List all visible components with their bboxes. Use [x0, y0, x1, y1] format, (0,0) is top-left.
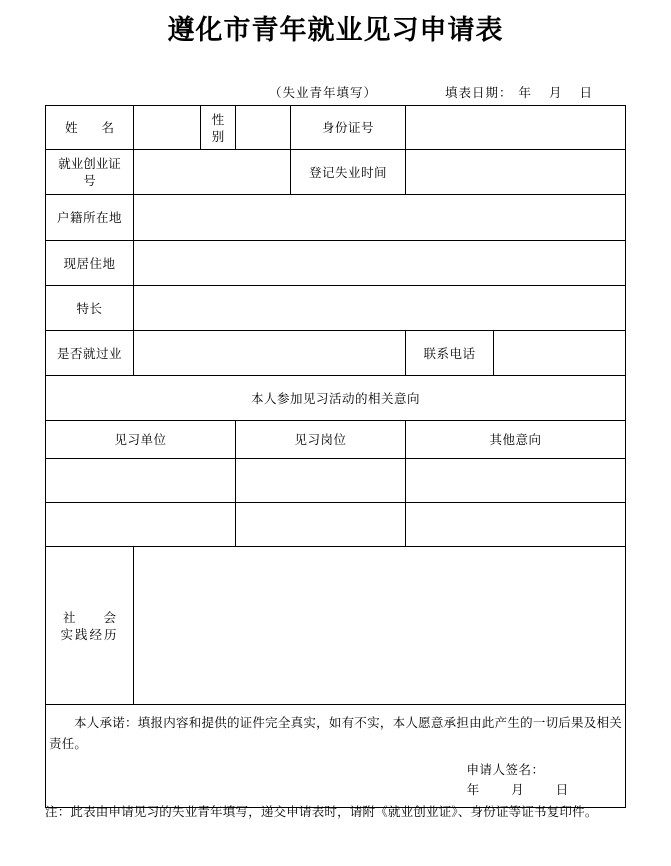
label-gender: [201, 106, 236, 150]
intent-header-company: 见习单位: [46, 421, 236, 459]
intent-field-other-1[interactable]: [406, 459, 626, 503]
table-row-social-practice: [46, 547, 626, 705]
label-employment-cert: [46, 150, 134, 195]
footnote-text: 注：此表由申请见习的失业青年填写，递交申请表时，请附《就业创业证》、身份证等证书复印件。: [45, 804, 598, 819]
label-employment-cert-line2: 号: [83, 173, 96, 188]
label-household-location: 户籍所在地: [46, 195, 134, 241]
label-current-residence: 现居住地: [46, 241, 134, 286]
signature-label: 申请人签名：: [466, 762, 545, 777]
field-social-practice[interactable]: [134, 547, 626, 705]
field-name[interactable]: [134, 106, 201, 150]
label-unemployment-reg-date: 登记失业时间: [291, 150, 406, 195]
table-row-residence: [46, 241, 626, 286]
field-employed-before[interactable]: [134, 331, 406, 376]
table-row-name: [46, 106, 626, 150]
table-row-employed-before: [46, 331, 626, 376]
intent-header-position: 见习岗位: [236, 421, 406, 459]
subtitle-row: [45, 82, 625, 104]
fill-date-slots: 年 月 日: [518, 85, 599, 100]
field-employment-cert[interactable]: [134, 150, 291, 195]
label-phone: 联系电话: [406, 331, 494, 376]
field-unemployment-reg-date[interactable]: [406, 150, 626, 195]
label-social-practice-line2: 实践经历: [60, 626, 119, 642]
field-id-number[interactable]: [406, 106, 626, 150]
label-specialty: 特长: [46, 286, 134, 331]
field-household-location[interactable]: [134, 195, 626, 241]
field-specialty[interactable]: [134, 286, 626, 331]
commitment-text: 本人承诺：填报内容和提供的证件完全真实，如有不实，本人愿意承担由此产生的一切后果及相关责任。: [49, 715, 622, 751]
table-row-intent-entry: [46, 459, 626, 503]
label-name: 姓 名: [46, 106, 134, 150]
label-gender-line2: 别: [211, 128, 225, 144]
label-gender-line1: 性: [211, 111, 225, 127]
intent-section-title: 本人参加见习活动的相关意向: [46, 376, 626, 421]
table-row-intent-entry: [46, 503, 626, 547]
table-row-specialty: [46, 286, 626, 331]
signature-date-slots: 年 月 日: [466, 782, 583, 797]
label-employment-cert-line1: 就业创业证: [58, 156, 121, 171]
commitment-cell: [46, 705, 626, 808]
table-row-cert: [46, 150, 626, 195]
table-row-intent-headers: [46, 421, 626, 459]
intent-field-position-2[interactable]: [236, 503, 406, 547]
intent-field-company-1[interactable]: [46, 459, 236, 503]
table-row-commitment: [46, 705, 626, 808]
label-id-number: 身份证号: [291, 106, 406, 150]
page-title: 遵化市青年就业见习申请表: [167, 15, 504, 46]
intent-field-other-2[interactable]: [406, 503, 626, 547]
table-row-household: [46, 195, 626, 241]
fill-date-label: 填表日期：: [445, 85, 513, 100]
label-employed-before: 是否就过业: [46, 331, 134, 376]
label-social-practice: [46, 547, 134, 705]
label-social-practice-line1: 社 会: [63, 609, 128, 625]
field-gender[interactable]: [236, 106, 291, 150]
intent-field-position-1[interactable]: [236, 459, 406, 503]
intent-field-company-2[interactable]: [46, 503, 236, 547]
field-phone[interactable]: [494, 331, 626, 376]
intent-header-other: 其他意向: [406, 421, 626, 459]
fill-date-group: [445, 82, 599, 104]
filler-note: （失业青年填写）: [269, 85, 378, 100]
field-current-residence[interactable]: [134, 241, 626, 286]
application-form-table: [45, 105, 626, 808]
table-row-intent-title: [46, 376, 626, 421]
